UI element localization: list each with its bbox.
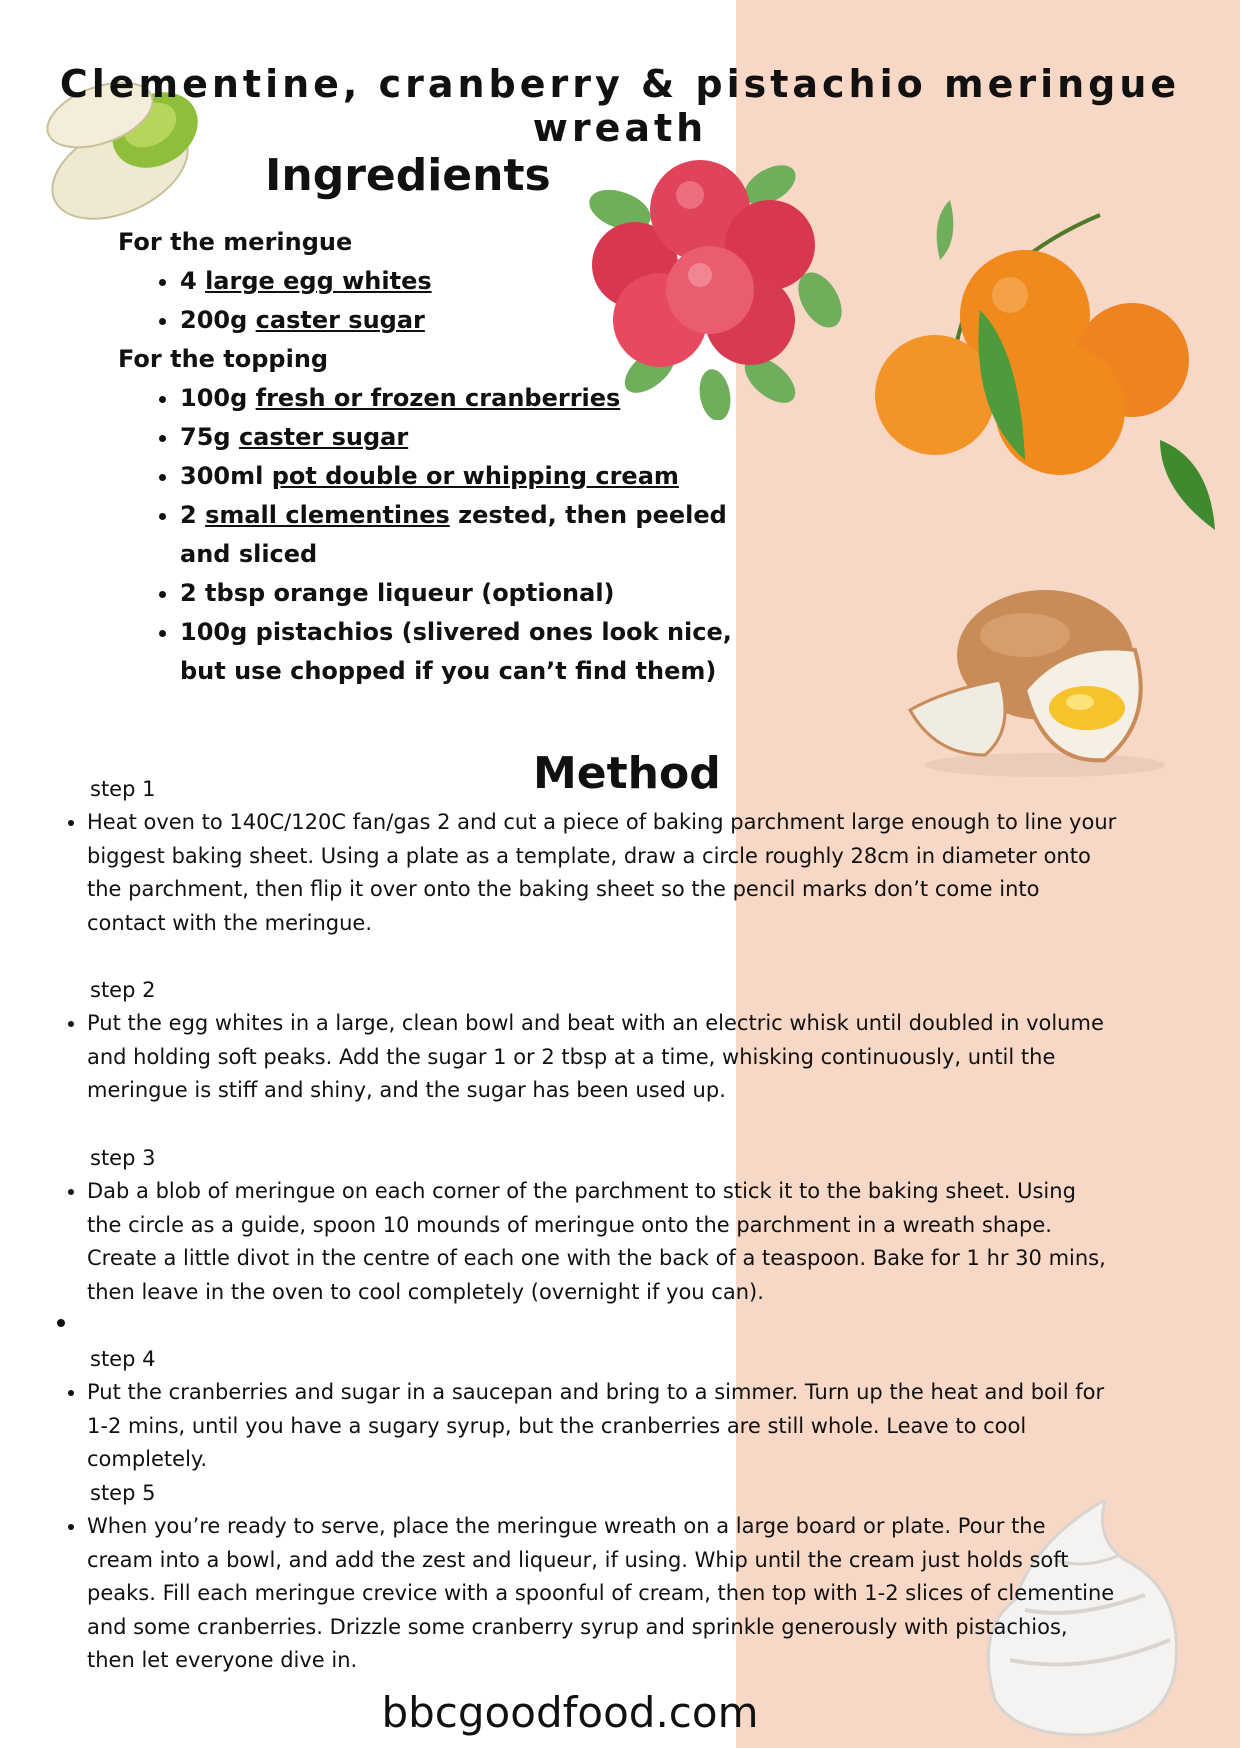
topping-subheading: For the topping [118,345,329,373]
eggs-illustration [905,580,1185,780]
ingredient-link[interactable]: pot double or whipping cream [271,462,679,490]
recipe-title: Clementine, cranberry & pistachio meringue wreath [59,62,1181,150]
ingredient-item: • 4 large egg whites [180,262,740,301]
ingredient-link[interactable]: caster sugar [238,423,409,451]
ingredient-item: • 100g fresh or frozen cranberries [180,379,740,418]
step-label: step 4 [90,1347,156,1371]
step-text: • Put the egg whites in a large, clean bowl and beat with an electric whisk until doubled in volume and holding soft peaks. Add the sugar 1 or 2 tbsp at a time, whisking continuously, until the meringue is stiff and shiny, and the sugar has been used up. [87,1007,1117,1108]
step-text: • Heat oven to 140C/120C fan/gas 2 and cut a piece of baking parchment large enough to line your biggest baking sheet. Using a plate as a template, draw a circle roughly 28cm in diameter onto the parchment, then flip it over onto the baking sheet so the pencil marks don’t come into contact with the meringue. [87,806,1117,940]
method-heading: Method [533,748,721,799]
meringue-ingredient-list [160,262,740,340]
step-text: • When you’re ready to serve, place the meringue wreath on a large board or plate. Pour the cream into a bowl, and add the zest and liqueur, if using. Whip until the cream just holds soft peaks. Fill each meringue crevice with a spoonful of cream, then top with 1-2 slices of clementine and some cranberries. Drizzle some cranberry syrup and sprinkle generously with pistachios, then let everyone dive in. [87,1510,1117,1678]
step-instructions [60,1376,1117,1477]
step-instructions [60,1175,1117,1309]
ingredient-link[interactable]: small clementines [205,501,450,529]
ingredients-heading: Ingredients [265,150,551,201]
step-instructions [60,806,1117,940]
source-website[interactable]: bbcgoodfood.com [381,1688,759,1737]
ingredient-item: • 200g caster sugar [180,301,740,340]
step-label: step 3 [90,1146,156,1170]
meringue-subheading: For the meringue [118,228,353,256]
step-text: • Dab a blob of meringue on each corner of the parchment to stick it to the baking sheet. Using the circle as a guide, spoon 10 mounds of meringue onto the parchment in a wreath shape. Create a little divot in the centre of each one with the back of a teaspoon. Bake for 1 hr 30 mins, then leave in the oven to cool completely (overnight if you can). [87,1175,1117,1309]
ingredient-link[interactable]: fresh or frozen cranberries [255,384,621,412]
ingredient-item: • 100g pistachios (slivered ones look nice, but use chopped if you can’t find them) [180,613,740,691]
ingredient-item: • 2 small clementines zested, then peeled and sliced [180,496,740,574]
ingredient-item: • 2 tbsp orange liqueur (optional) [180,574,740,613]
ingredient-item: • 300ml pot double or whipping cream [180,457,740,496]
empty-bullet [57,1319,65,1327]
ingredient-link[interactable]: caster sugar [255,306,425,334]
step-label: step 5 [90,1481,156,1505]
topping-ingredient-list [160,379,740,691]
ingredient-item: • 75g caster sugar [180,418,740,457]
step-text: • Put the cranberries and sugar in a saucepan and bring to a simmer. Turn up the heat and boil for 1-2 mins, until you have a sugary syrup, but the cranberries are still whole. Leave to cool completely. [87,1376,1117,1477]
step-label: step 2 [90,978,156,1002]
step-instructions [60,1510,1117,1678]
clementines-illustration [850,200,1220,530]
ingredient-link[interactable]: large egg whites [205,267,432,295]
step-label: step 1 [90,777,156,801]
step-instructions [60,1007,1117,1108]
